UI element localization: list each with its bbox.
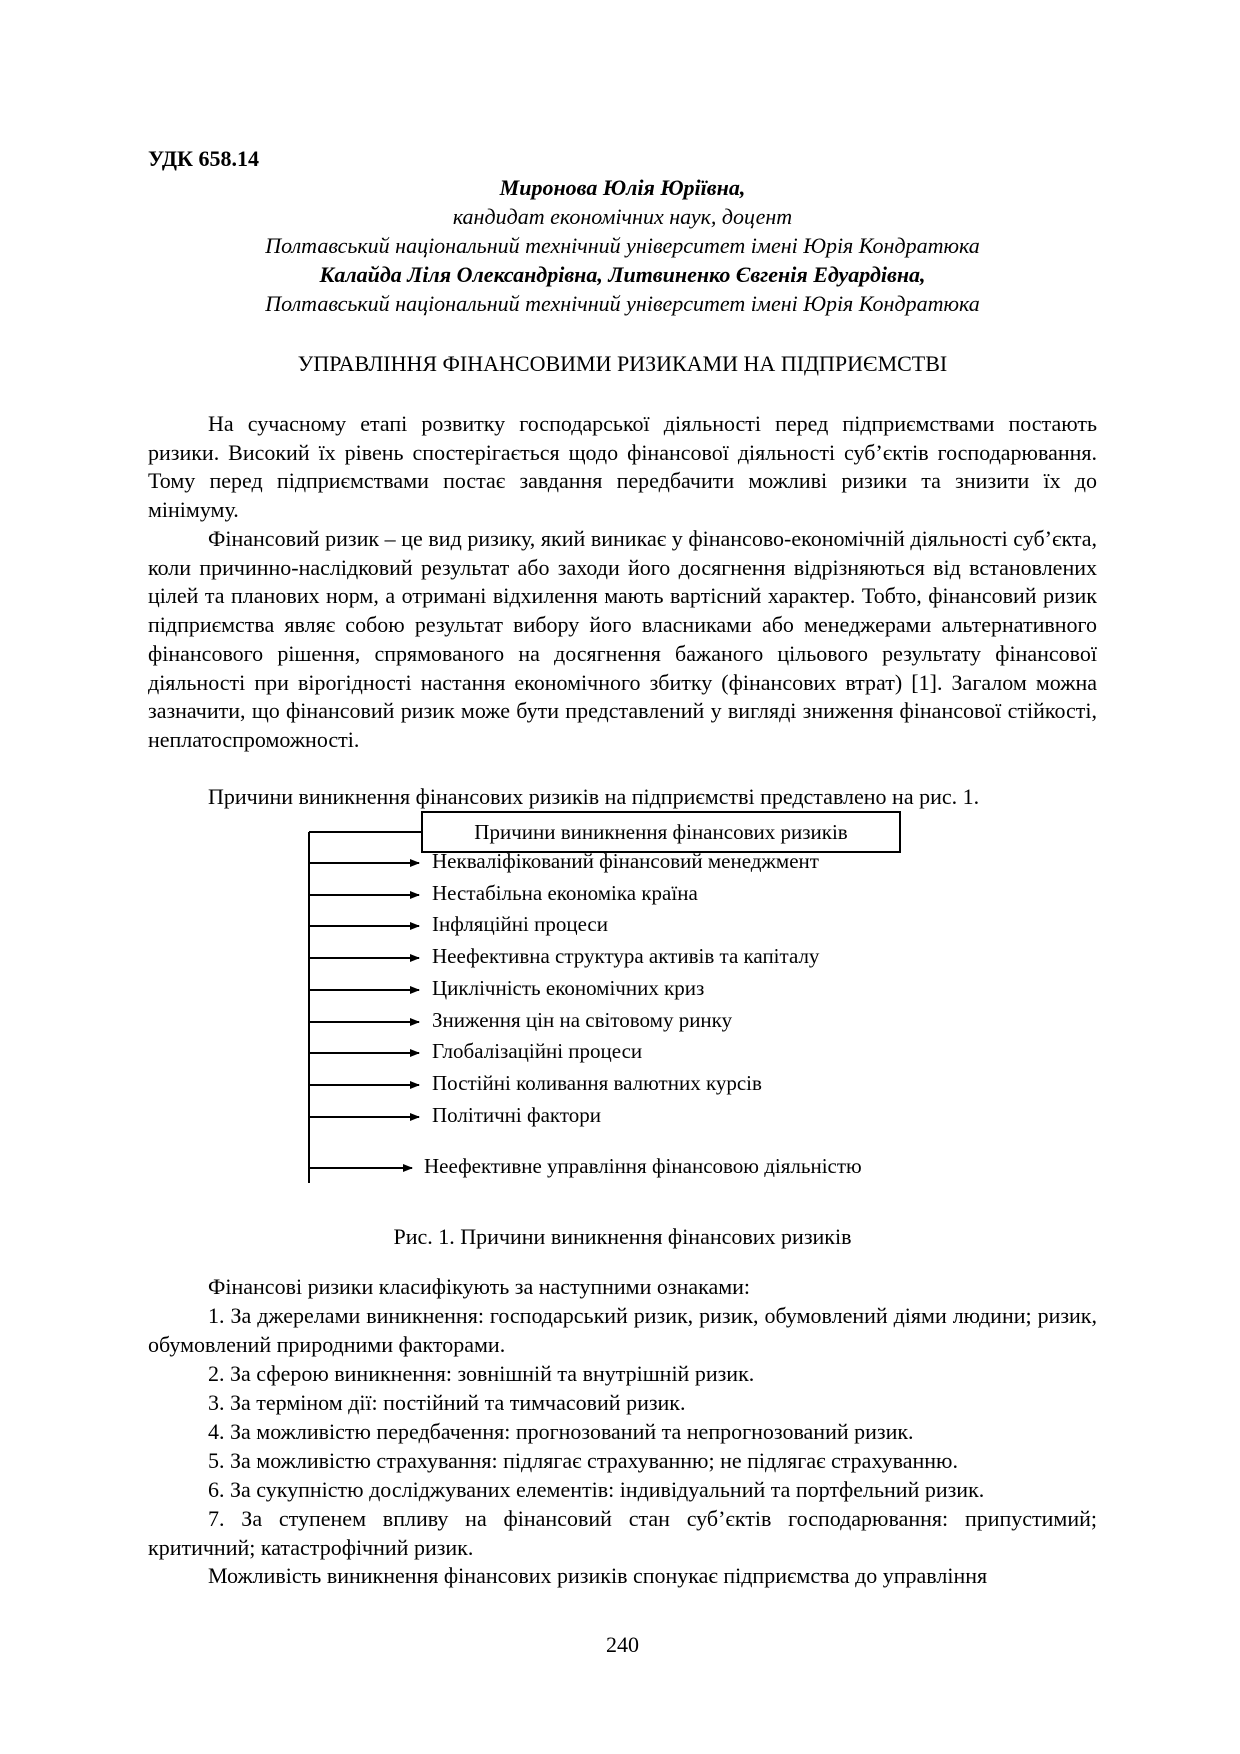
diagram-cause-item: Неефективна структура активів та капіталу xyxy=(432,944,820,968)
diagram-head-box: Причини виникнення фінансових ризиків xyxy=(421,811,901,853)
diagram-cause-item: Інфляційні процеси xyxy=(432,912,608,936)
diagram-cause-item: Циклічність економічних криз xyxy=(432,976,705,1000)
paragraph-definition: Фінансовий ризик – це вид ризику, який виникає у фінансово-економічній діяльності суб’єкта, коли причинно-наслідковий результат або заходи його досягнення відрізняються від встановлених цілей та планових норм, а отримані відхилення мають вартісний характер. Тобто, фінансовий ризик підприємства являє собою результат вибору його власниками або менеджерами альтернативного фінансового рішення, спрямованого на досягнення бажаного цільового результату фінансової діяльності при вірогідності настання економічного збитку (фінансових втрат) [1]. Загалом можна зазначити, що фінансовий ризик може бути представлений у вигляді зниження фінансової стійкості, неплатоспроможності. xyxy=(148,526,1097,752)
diagram-cause-item: Глобалізаційні процеси xyxy=(432,1039,643,1063)
figure-caption: Рис. 1. Причини виникнення фінансових ризиків xyxy=(393,1224,852,1249)
diagram-cause-item: Некваліфікований фінансовий менеджмент xyxy=(432,849,819,873)
classification-item-2: 2. За сферою виникнення: зовнішній та внутрішній ризик. xyxy=(208,1361,755,1386)
authors2-affiliation: Полтавський національний технічний університет імені Юрія Кондратюка xyxy=(265,291,980,316)
classification-item-3: 3. За терміном дії: постійний та тимчасовий ризик. xyxy=(208,1390,686,1415)
classification-item-7: 7. За ступенем впливу на фінансовий стан суб’єктів господарювання: припустимий; критичний; катастрофічний ризик. xyxy=(148,1506,1097,1560)
article-title: УПРАВЛІННЯ ФІНАНСОВИМИ РИЗИКАМИ НА ПІДПРИЄМСТВІ xyxy=(297,351,948,376)
closing-paragraph: Можливість виникнення фінансових ризиків спонукає підприємства до управління xyxy=(208,1563,988,1588)
page-number: 240 xyxy=(606,1632,639,1657)
classification-item-6: 6. За сукупністю досліджуваних елементів: індивідуальний та портфельний ризик. xyxy=(208,1477,985,1502)
paragraph-figure-ref: Причини виникнення фінансових ризиків на підприємстві представлено на рис. 1. xyxy=(208,784,980,809)
classification-item-4: 4. За можливістю передбачення: прогнозований та непрогнозований ризик. xyxy=(208,1419,914,1444)
author1-affiliation: Полтавський національний технічний університет імені Юрія Кондратюка xyxy=(265,233,980,258)
classification-item-5: 5. За можливістю страхування: підлягає страхуванню; не підлягає страхуванню. xyxy=(208,1448,958,1473)
paragraph-intro: На сучасному етапі розвитку господарської діяльності перед підприємствами постають ризики. Високий їх рівень спостерігається щодо фінансової діяльності суб’єктів господарювання. Тому перед підприємствами постає завдання передбачити можливі ризики та знизити їх до мінімуму. xyxy=(148,411,1097,523)
authors2-names: Калайда Ліля Олександрівна, Литвиненко Євгенія Едуардівна, xyxy=(319,262,926,287)
diagram-cause-item: Зниження цін на світовому ринку xyxy=(432,1008,733,1032)
diagram-cause-item: Нестабільна економіка країна xyxy=(432,881,698,905)
classification-item-1: 1. За джерелами виникнення: господарський ризик, ризик, обумовлений діями людини; ризик, обумовлений природними факторами. xyxy=(148,1303,1097,1357)
diagram-cause-item: Політичні фактори xyxy=(432,1103,601,1127)
classification-intro: Фінансові ризики класифікують за наступними ознаками: xyxy=(208,1274,751,1299)
author1-degree: кандидат економічних наук, доцент xyxy=(452,204,793,229)
author1-name: Миронова Юлія Юріївна, xyxy=(499,175,746,200)
diagram-cause-item: Неефективне управління фінансовою діяльністю xyxy=(424,1154,862,1178)
udk-code: УДК 658.14 xyxy=(148,146,260,171)
diagram-cause-item: Постійні коливання валютних курсів xyxy=(432,1071,762,1095)
